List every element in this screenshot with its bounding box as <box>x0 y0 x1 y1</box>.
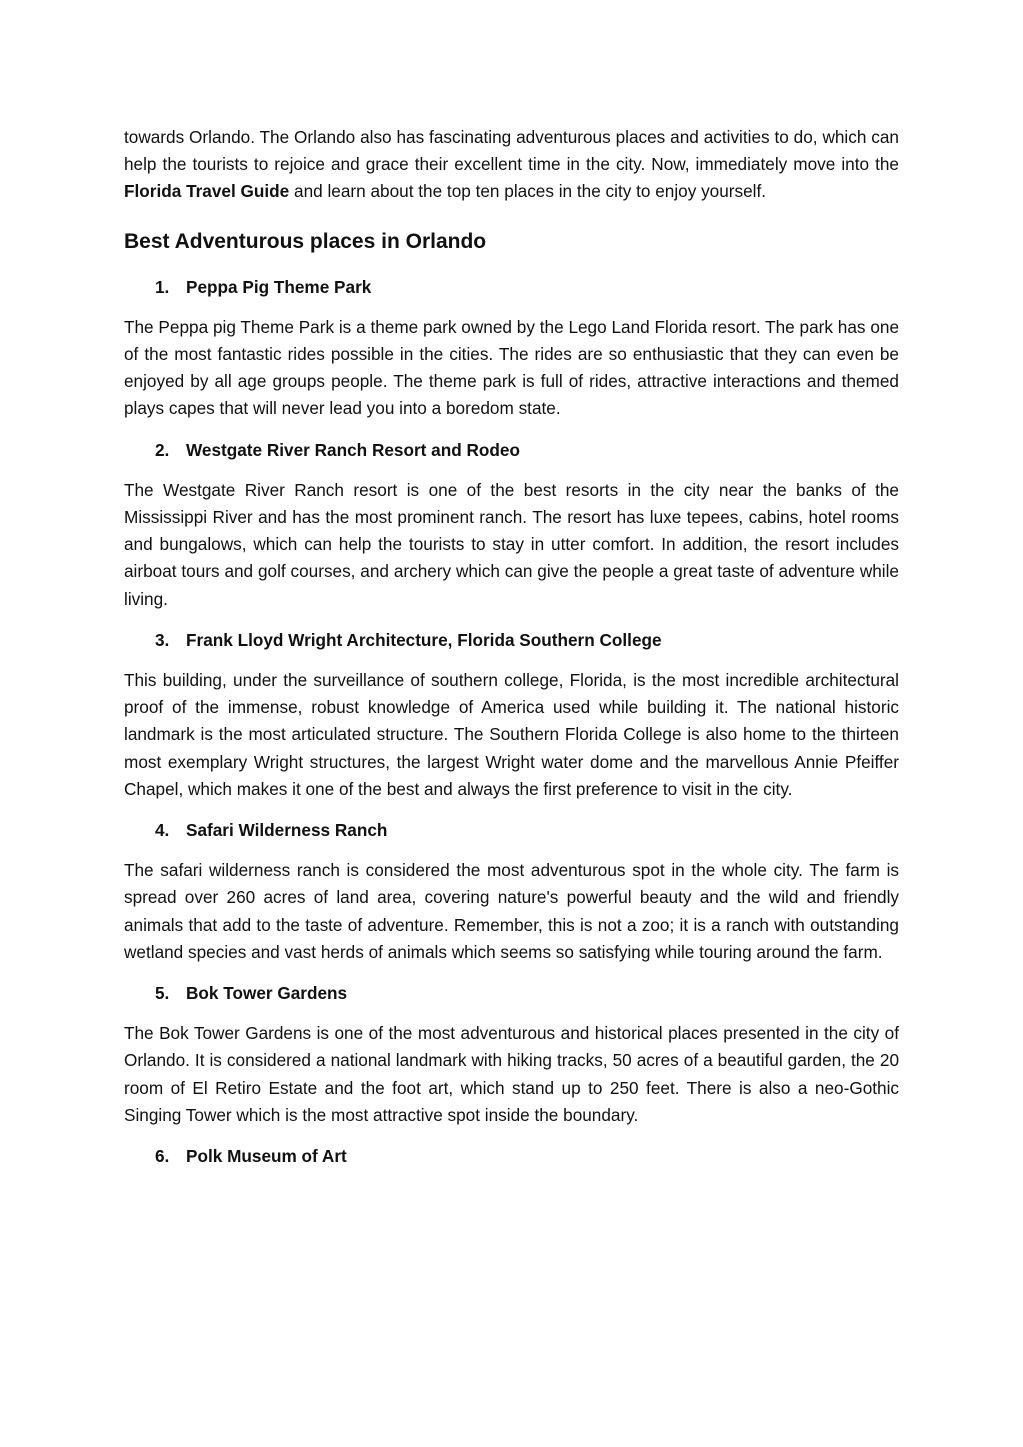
section-heading: Best Adventurous places in Orlando <box>124 229 487 253</box>
item-title-text: Peppa Pig Theme Park <box>186 276 372 297</box>
list-item-3 <box>124 627 899 803</box>
item-description: This building, under the surveillance of southern college, Florida, is the most incredible architectural proof of the immense, robust knowledge of America used while building it. The national historic landmark is the most articulated structure. The Southern Florida College is also home to the thirteen most exemplary Wright structures, the largest Wright water dome and the marvellous Annie Pfeiffer Chapel, which makes it one of the best and always the first preference to visit in the city. <box>124 670 899 799</box>
item-description: The Peppa pig Theme Park is a theme park owned by the Lego Land Florida resort. The park has one of the most fantastic rides possible in the cities. The rides are so enthusiastic that they can even be enjoyed by all age groups people. The theme park is full of rides, attractive interactions and themed plays capes that will never lead you into a boredom state. <box>124 316 899 419</box>
item-description: The Bok Tower Gardens is one of the most adventurous and historical places presented in the city of Orlando. It is considered a national landmark with hiking tracks, 50 acres of a beautiful garden, the 20 room of El Retiro Estate and the foot art, which stand up to 250 feet. There is also a neo-Gothic Singing Tower which is the most attractive spot inside the boundary. <box>124 1023 899 1125</box>
item-number: 6. <box>155 1146 170 1167</box>
item-title-2 <box>124 437 899 464</box>
intro-paragraph <box>124 124 899 206</box>
item-title-text: Safari Wilderness Ranch <box>186 820 388 841</box>
list-item-4 <box>124 817 899 966</box>
list-item-6 <box>124 1143 899 1170</box>
item-title-3 <box>124 627 899 654</box>
item-number: 1. <box>155 276 170 297</box>
intro-text-start: towards Orlando. The Orlando also has fascinating adventurous places and activities to do, which can help the tourists to rejoice and grace their excellent time in the city. Now, immediately move into the <box>124 127 899 175</box>
list-item-1 <box>124 274 899 423</box>
item-description: The Westgate River Ranch resort is one of the best resorts in the city near the banks of the Mississippi River and has the most prominent ranch. The resort has luxe tepees, cabins, hotel rooms and bungalows, which can help the tourists to stay in utter comfort. In addition, the resort includes airboat tours and golf courses, and archery which can give the people a great taste of adventure while living. <box>124 479 899 609</box>
item-title-text: Frank Lloyd Wright Architecture, Florida Southern College <box>186 629 662 650</box>
item-number: 2. <box>155 439 170 460</box>
item-number: 4. <box>155 820 170 841</box>
florida-travel-guide-link-text: Florida Travel Guide <box>124 181 290 202</box>
item-title-4 <box>124 817 899 844</box>
item-title-6 <box>124 1143 899 1170</box>
item-title-5 <box>124 980 899 1007</box>
item-title-text: Westgate River Ranch Resort and Rodeo <box>186 439 520 460</box>
list-item-2 <box>124 437 899 613</box>
list-item-5 <box>124 980 899 1129</box>
item-description: The safari wilderness ranch is considered the most adventurous spot in the whole city. The farm is spread over 260 acres of land area, covering nature's powerful beauty and the wild and friendly animals that add to the taste of adventure. Remember, this is not a zoo; it is a ranch with outstanding wetland species and vast herds of animals which seems so satisfying while touring around the farm. <box>124 860 899 962</box>
item-title-1 <box>124 274 899 301</box>
item-number: 3. <box>155 629 170 650</box>
document-page <box>124 124 899 1184</box>
item-number: 5. <box>155 983 170 1004</box>
item-title-text: Bok Tower Gardens <box>186 983 348 1004</box>
intro-text-end: and learn about the top ten places in the city to enjoy yourself. <box>289 181 767 202</box>
item-title-text: Polk Museum of Art <box>186 1146 347 1167</box>
